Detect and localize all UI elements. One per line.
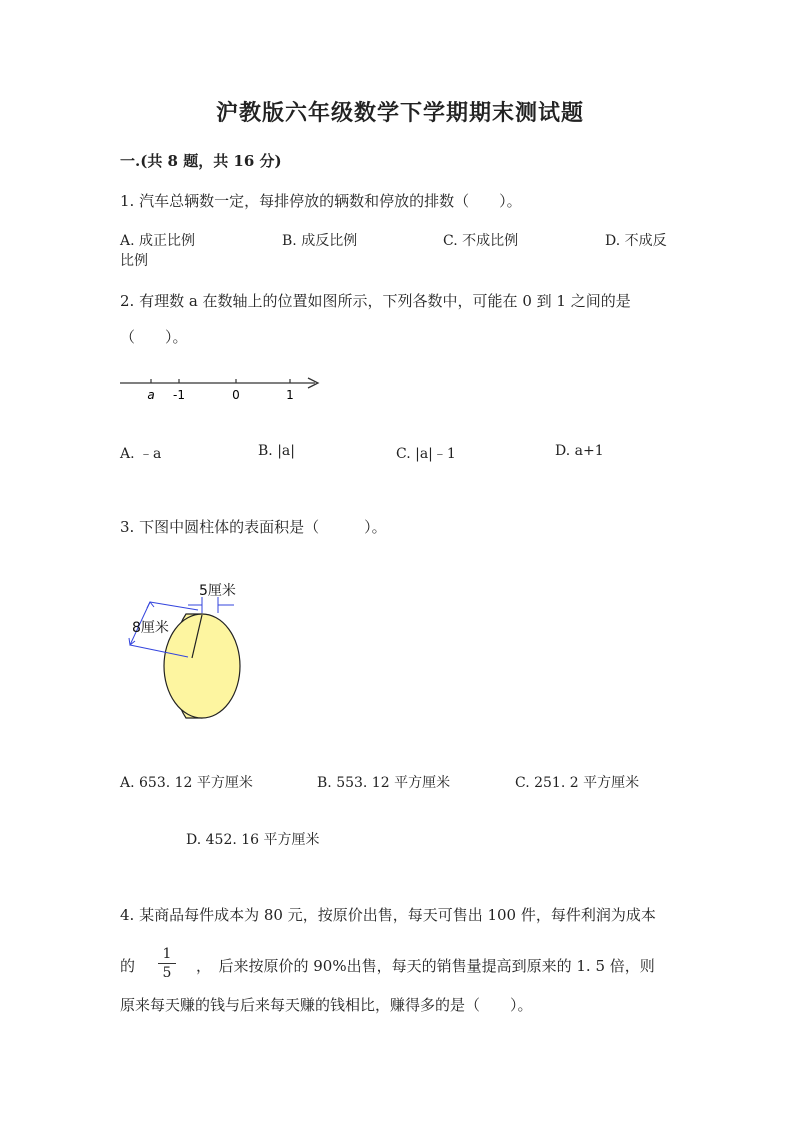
fraction-bar <box>158 963 176 964</box>
radius-label: 8厘米 <box>132 620 169 636</box>
radius-dimension-top <box>150 602 198 610</box>
question-3-option-c: C. 251. 2 平方厘米 <box>515 775 640 791</box>
fraction-numerator: 1 <box>162 946 172 962</box>
section-heading: 一.(共 8 题，共 16 分) <box>120 152 282 170</box>
question-2-stem: 2. 有理数 a 在数轴上的位置如图所示，下列各数中，可能在 0 到 1 之间的是 <box>120 292 631 310</box>
question-2-option-c: C. |a|﹣1 <box>396 446 456 462</box>
fraction-one-fifth <box>158 946 176 981</box>
question-2-option-a: A. ﹣a <box>120 446 162 462</box>
axis-label-0: 0 <box>232 388 240 402</box>
axis-label-a: a <box>147 388 155 402</box>
question-1-option-a: A. 成正比例 <box>120 233 196 249</box>
question-1-stem: 1. 汽车总辆数一定，每排停放的辆数和停放的排数（ ）。 <box>120 192 522 210</box>
question-2-option-b: B. |a| <box>258 443 295 459</box>
axis-label-1: 1 <box>286 388 294 402</box>
question-3-option-d: D. 452. 16 平方厘米 <box>186 832 320 848</box>
question-4-line-2: ， 后来按原价的 90%出售，每天的销售量提高到原来的 1. 5 倍，则 <box>196 957 655 975</box>
question-1-option-d-wrap: 比例 <box>120 253 148 269</box>
question-4-line-2-prefix: 的 <box>120 957 136 975</box>
question-3-option-b: B. 553. 12 平方厘米 <box>317 775 451 791</box>
question-2-option-d: D. a+1 <box>555 443 604 459</box>
question-1-option-c: C. 不成比例 <box>443 233 519 249</box>
question-3-stem: 3. 下图中圆柱体的表面积是（ ）。 <box>120 518 387 536</box>
question-1-option-b: B. 成反比例 <box>282 233 358 249</box>
height-label: 5厘米 <box>199 583 236 599</box>
question-4-line-3: 原来每天赚的钱与后来每天赚的钱相比，赚得多的是（ ）。 <box>120 996 533 1014</box>
question-1-option-d: D. 不成反 <box>605 233 667 249</box>
question-2-stem-cont: （ ）。 <box>120 328 188 346</box>
page-title: 沪教版六年级数学下学期期末测试题 <box>215 100 584 126</box>
fraction-denominator: 5 <box>162 965 172 981</box>
number-line-figure <box>115 370 330 410</box>
question-4-line-1: 4. 某商品每件成本为 80 元，按原价出售，每天可售出 100 件，每件利润为成本 <box>120 906 656 924</box>
question-3-option-a: A. 653. 12 平方厘米 <box>120 775 253 791</box>
axis-label-minus-1: -1 <box>173 388 185 402</box>
cylinder-front-face <box>164 614 240 718</box>
cylinder-figure <box>118 575 258 725</box>
